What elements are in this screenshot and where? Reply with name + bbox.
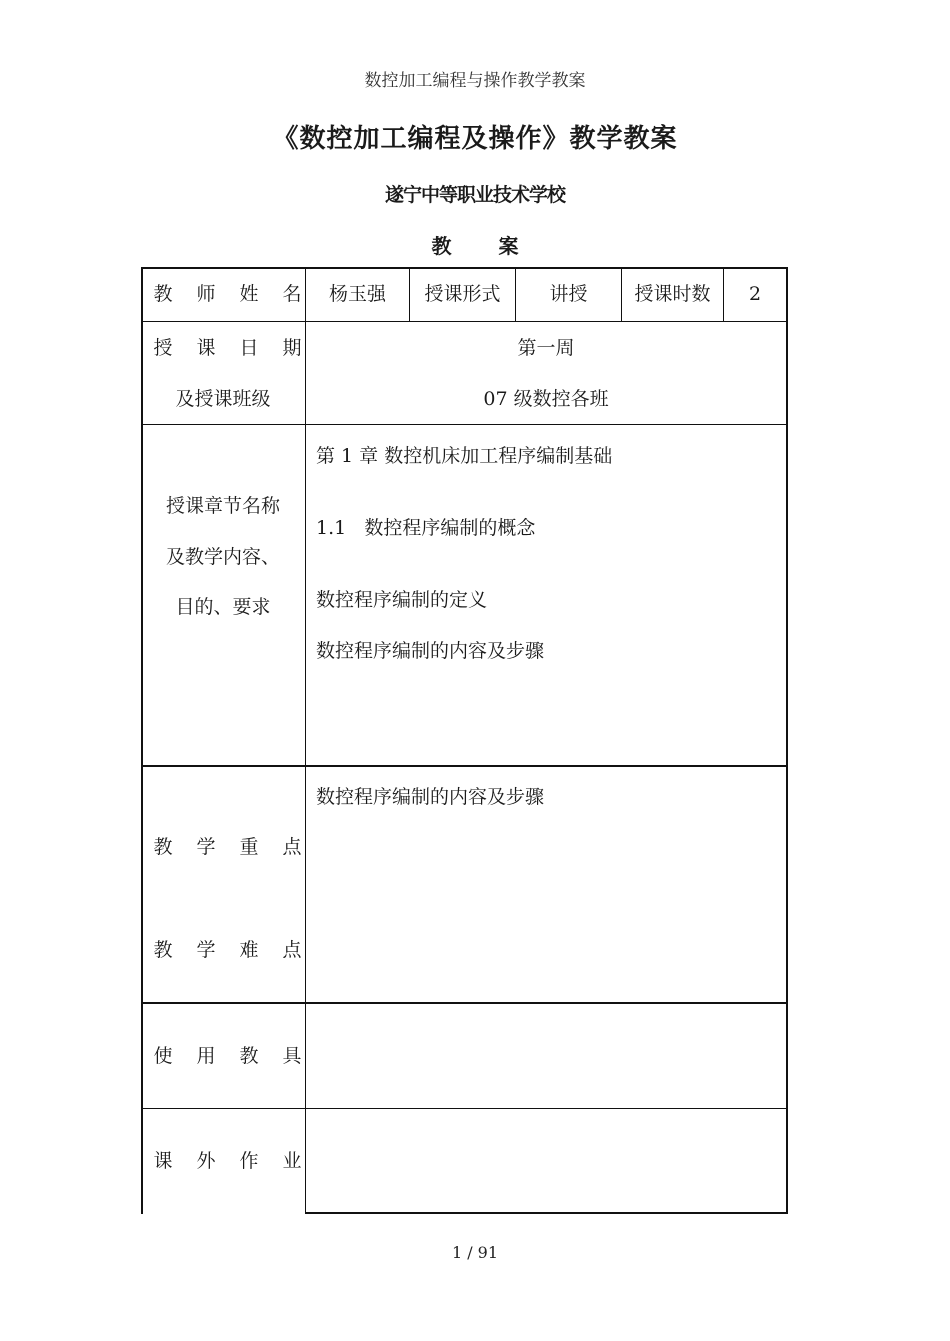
date-label-line1: 授 课 日 期 (153, 336, 311, 359)
key-points-label: 教 学 重 点 (153, 835, 311, 858)
form-value: 讲授 (549, 283, 588, 305)
chapter-label-line1: 授课章节名称 (165, 494, 280, 517)
form-label: 授课形式 (424, 283, 501, 305)
document-title: 《数控加工编程及操作》教学教案 (272, 124, 678, 154)
row-divider-3 (141, 765, 788, 767)
teacher-label: 教 师 姓 名 (153, 283, 311, 305)
doc-label: 教 案 (431, 234, 539, 258)
border-bottom (305, 1212, 788, 1214)
chapter-label-line3: 目的、要求 (175, 595, 271, 618)
difficult-points-label: 教 学 难 点 (153, 938, 311, 961)
row-divider-2 (141, 424, 788, 425)
hours-label: 授课时数 (634, 283, 711, 305)
homework-label: 课 外 作 业 (153, 1149, 311, 1172)
week-value: 第一周 (517, 336, 575, 359)
key-points-content: 数控程序编制的内容及步骤 (316, 786, 545, 808)
hours-value: 2 (748, 283, 762, 305)
page-header: 数控加工编程与操作教学教案 (364, 71, 586, 91)
chapter-label-line2: 及教学内容、 (165, 545, 280, 568)
teacher-name: 杨玉强 (328, 283, 386, 305)
school-name: 遂宁中等职业技术学校 (384, 184, 565, 206)
border-right (786, 267, 788, 1214)
date-label-line2: 及授课班级 (175, 387, 271, 410)
page-number: 1 / 91 (451, 1243, 499, 1262)
lesson-plan-table (141, 267, 788, 1214)
teaching-aids-label: 使 用 教 具 (153, 1044, 311, 1067)
class-value: 07 级数控各班 (483, 387, 609, 410)
content-item-2: 数控程序编制的内容及步骤 (316, 640, 545, 662)
chapter-title: 第 1 章 数控机床加工程序编制基础 (316, 445, 613, 467)
section-title: 1.1 数控程序编制的概念 (316, 517, 536, 539)
content-item-1: 数控程序编制的定义 (316, 589, 488, 611)
